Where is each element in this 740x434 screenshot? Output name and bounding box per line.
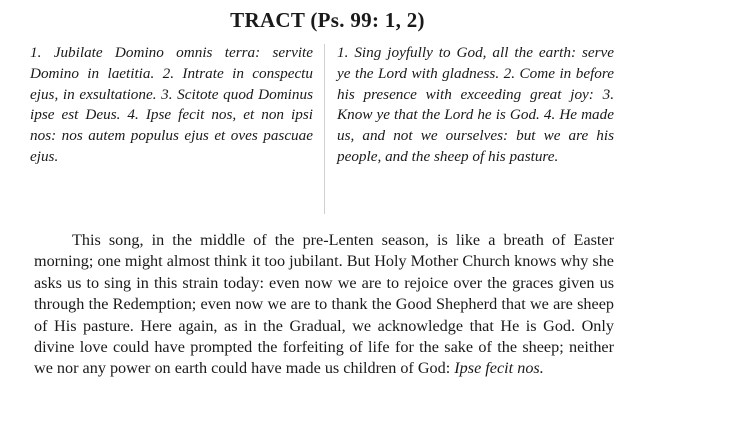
commentary-paragraph xyxy=(34,230,614,380)
english-column: 1. Sing joyfully to God, all the earth: serve ye the Lord with gladness. 2. Come in before his presence with exceeding great joy: 3. Know ye that the Lord he is God. 4. He made us, and not we ourselves: but we are his people, and the sheep of his pasture. xyxy=(337,44,614,165)
commentary-closing-quote: Ipse fecit nos. xyxy=(454,359,544,378)
column-divider xyxy=(324,44,325,214)
latin-column: 1. Jubilate Domino omnis terra: servite Domino in laetitia. 2. Intrate in conspectu ejus, in exsultatione. 3. Scitote quod Dominus ipse est Deus. 4. Ipse fecit nos, et non ipsi nos: nos autem populus ejus et oves pascuae ejus. xyxy=(30,44,313,165)
title-label: TRACT xyxy=(230,8,305,32)
title-reference: (Ps. 99: 1, 2) xyxy=(310,8,425,32)
page-title xyxy=(0,8,655,33)
commentary-body: This song, in the middle of the pre-Lenten season, is like a breath of Easter morning; one might almost think it too jubilant. But Holy Mother Church knows why she asks us to sing in this strain today: even now we are to rejoice over the graces given us through the Redemption; even now we are to thank the Good Shepherd that we are sheep of His pasture. Here again, as in the Gradual, we acknowledge that He is God. Only divine love could have prompted the forfeiting of life for the sake of the sheep; neither we nor any power on earth could have made us children of God: xyxy=(34,231,614,378)
